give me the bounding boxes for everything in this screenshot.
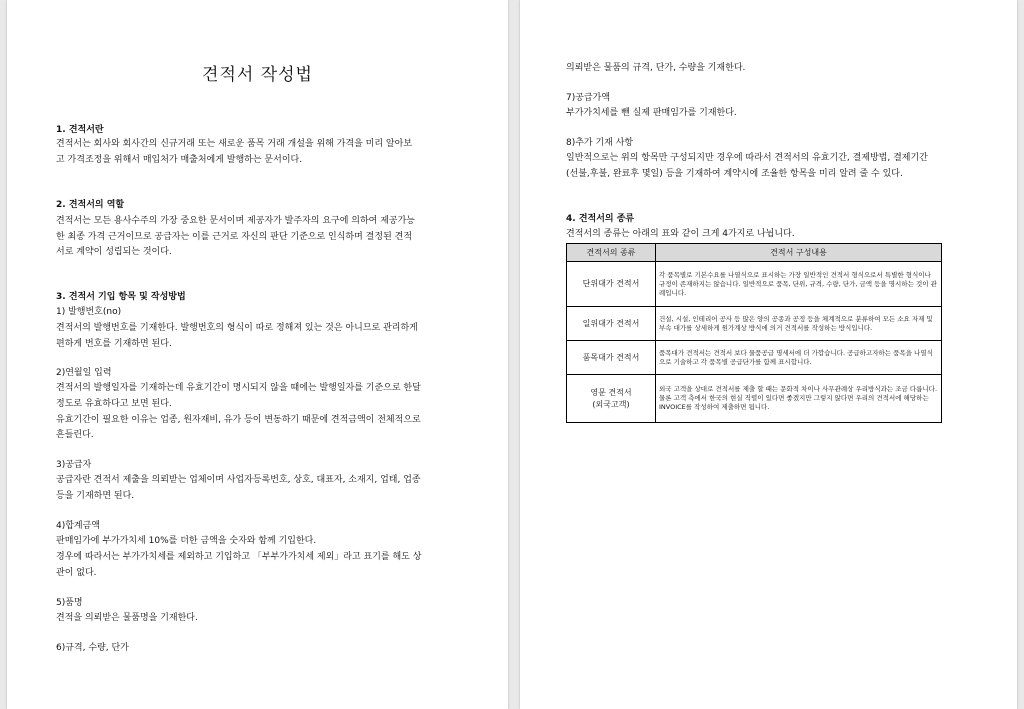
item-4-heading: 4)합계금액 — [56, 521, 101, 531]
item-2-line: 흔들린다. — [56, 430, 94, 440]
item-8-heading: 8)추가 기재 사항 — [566, 138, 634, 148]
table-cell-desc: 외국 고객을 상대로 견적서를 제출 할 때는 문화적 차이나 사무관례상 우리방식과는 조금 다릅니다. 물론 고객 측에서 한국의 현실 직렬이 있다면 좋겠지만 그렇지 않다면 우리의 견적서에 해당하는 INVOICE를 작성하여 제출하면 됩니다. — [656, 375, 942, 423]
table-row — [567, 375, 942, 423]
item-2-heading: 2)연월일 입력 — [56, 368, 112, 378]
table-cell-desc: 각 품목별로 기본수요를 나열식으로 표시하는 가장 일반적인 견적서 형식으로서 특별한 형식이나 규정이 존재하지는 않습니다. 일반적으로 품목, 단위, 규격, 수량, 단가, 금액 등을 명시하는 것이 관례입니다. — [656, 262, 942, 307]
item-6-heading: 6)규격, 수량, 단가 — [56, 643, 129, 653]
item-2-line: 견적서의 발행일자를 기재하는데 유효기간이 명시되지 않을 때에는 발행일자를 기준으로 한달 — [56, 383, 421, 393]
document-page-1 — [7, 0, 508, 709]
section-3-heading: 3. 견적서 기입 항목 및 작성방법 — [56, 292, 186, 302]
item-3-line: 공급자란 견적서 제출을 의뢰받는 업체이며 사업자등록번호, 상호, 대표자, 소재지, 업태, 업종 — [56, 475, 421, 485]
table-cell-kind: 일위대가 견적서 — [567, 307, 656, 341]
item-1-heading: 1) 발행번호(no) — [56, 307, 122, 317]
table-cell-desc: 건설, 시설, 인테리어 공사 등 많은 양의 공종과 공정 등을 체계적으로 분류하여 모든 소요 자재 및 부속 대가를 상세하게 원가계상 방식에 의거 견적서를 작성하는 방식입니다. — [656, 307, 942, 341]
item-5-line: 견적을 의뢰받은 물품명을 기재한다. — [56, 613, 198, 623]
table-header-cell: 견적서의 종류 — [567, 244, 656, 262]
table-cell-desc: 품목대가 견적서는 견적서 보다 물품공급 명세서에 더 가깝습니다. 공급하고자하는 품목을 나열식으로 기술하고 각 품목별 공급단가를 함께 표시합니다. — [656, 341, 942, 375]
document-title: 견적서 작성법 — [202, 65, 313, 85]
table-header-cell: 견적서 구성내용 — [656, 244, 942, 262]
table-cell-kind: 단위대가 견적서 — [567, 262, 656, 307]
item-4-line: 판매임가에 부가가치세 10%를 더한 금액을 숫자와 함께 기입한다. — [56, 536, 317, 546]
estimate-types-table — [566, 243, 942, 423]
item-7-line: 부가가치세를 뺀 실제 판매임가를 기재한다. — [566, 108, 737, 118]
section-2-heading: 2. 견적서의 역할 — [56, 200, 125, 210]
table-row — [567, 262, 942, 307]
item-4-line: 경우에 따라서는 부가가치세를 제외하고 기입하고 「부부가가치세 제외」라고 표기를 해도 상 — [56, 552, 422, 562]
section-1-heading: 1. 견적서란 — [56, 125, 104, 135]
section-1-line: 고 가격조정을 위해서 매입처가 매출처에게 발행하는 문서이다. — [56, 155, 303, 165]
item-5-heading: 5)품명 — [56, 598, 83, 608]
table-cell-kind: 품목대가 견적서 — [567, 341, 656, 375]
table-header-row — [567, 244, 942, 262]
item-3-line: 등을 기재하면 된다. — [56, 491, 135, 501]
item-6-line: 의뢰받은 물품의 규격, 단가, 수량을 기재한다. — [566, 63, 746, 73]
section-2-line: 한 최종 가격 근거이므로 공급자는 이를 근거로 자신의 판단 기준으로 인식하며 결정된 견적 — [56, 232, 413, 242]
item-4-line: 관이 없다. — [56, 568, 97, 578]
item-2-line: 유효기간이 필요한 이유는 업종, 원자재비, 유가 등이 변동하기 때문에 견적금액이 전체적으로 — [56, 415, 421, 425]
item-1-line: 견적서의 발행번호를 기재한다. 발행번호의 형식이 따로 정해져 있는 것은 아니므로 관리하게 — [56, 323, 418, 333]
section-4-heading: 4. 견적서의 종류 — [566, 214, 635, 224]
item-8-line: 일반적으로는 위의 항목만 구성되지만 경우에 따라서 견적서의 유효기간, 결제방법, 결제기간 — [566, 153, 928, 163]
item-7-heading: 7)공급가액 — [566, 93, 611, 103]
item-1-line: 편하게 번호를 기재하면 된다. — [56, 339, 172, 349]
item-3-heading: 3)공급자 — [56, 460, 92, 470]
section-2-line: 견적서는 모든 용사수주의 가장 중요한 문서이며 제공자가 발주자의 요구에 의하여 제공가능 — [56, 216, 415, 226]
table-row — [567, 307, 942, 341]
section-1-line: 견적서는 회사와 회사간의 신규거래 또는 새로운 품목 거래 개설을 위해 가격을 미리 알아보 — [56, 139, 413, 149]
item-2-line: 정도로 유효하다고 보면 된다. — [56, 399, 172, 409]
table-row — [567, 341, 942, 375]
item-8-line: (선불,후불, 완료후 몇일) 등을 기재하여 계약시에 조율한 항목을 미리 알려 줄 수 있다. — [566, 169, 903, 179]
section-4-line: 견적서의 종류는 아래의 표와 같이 크게 4가지로 나뉩니다. — [566, 229, 795, 239]
table-cell-kind: 영문 견적서 (외국고객) — [567, 375, 656, 423]
document-page-2 — [520, 0, 1017, 709]
section-2-line: 서로 계약이 성립되는 것이다. — [56, 247, 172, 257]
